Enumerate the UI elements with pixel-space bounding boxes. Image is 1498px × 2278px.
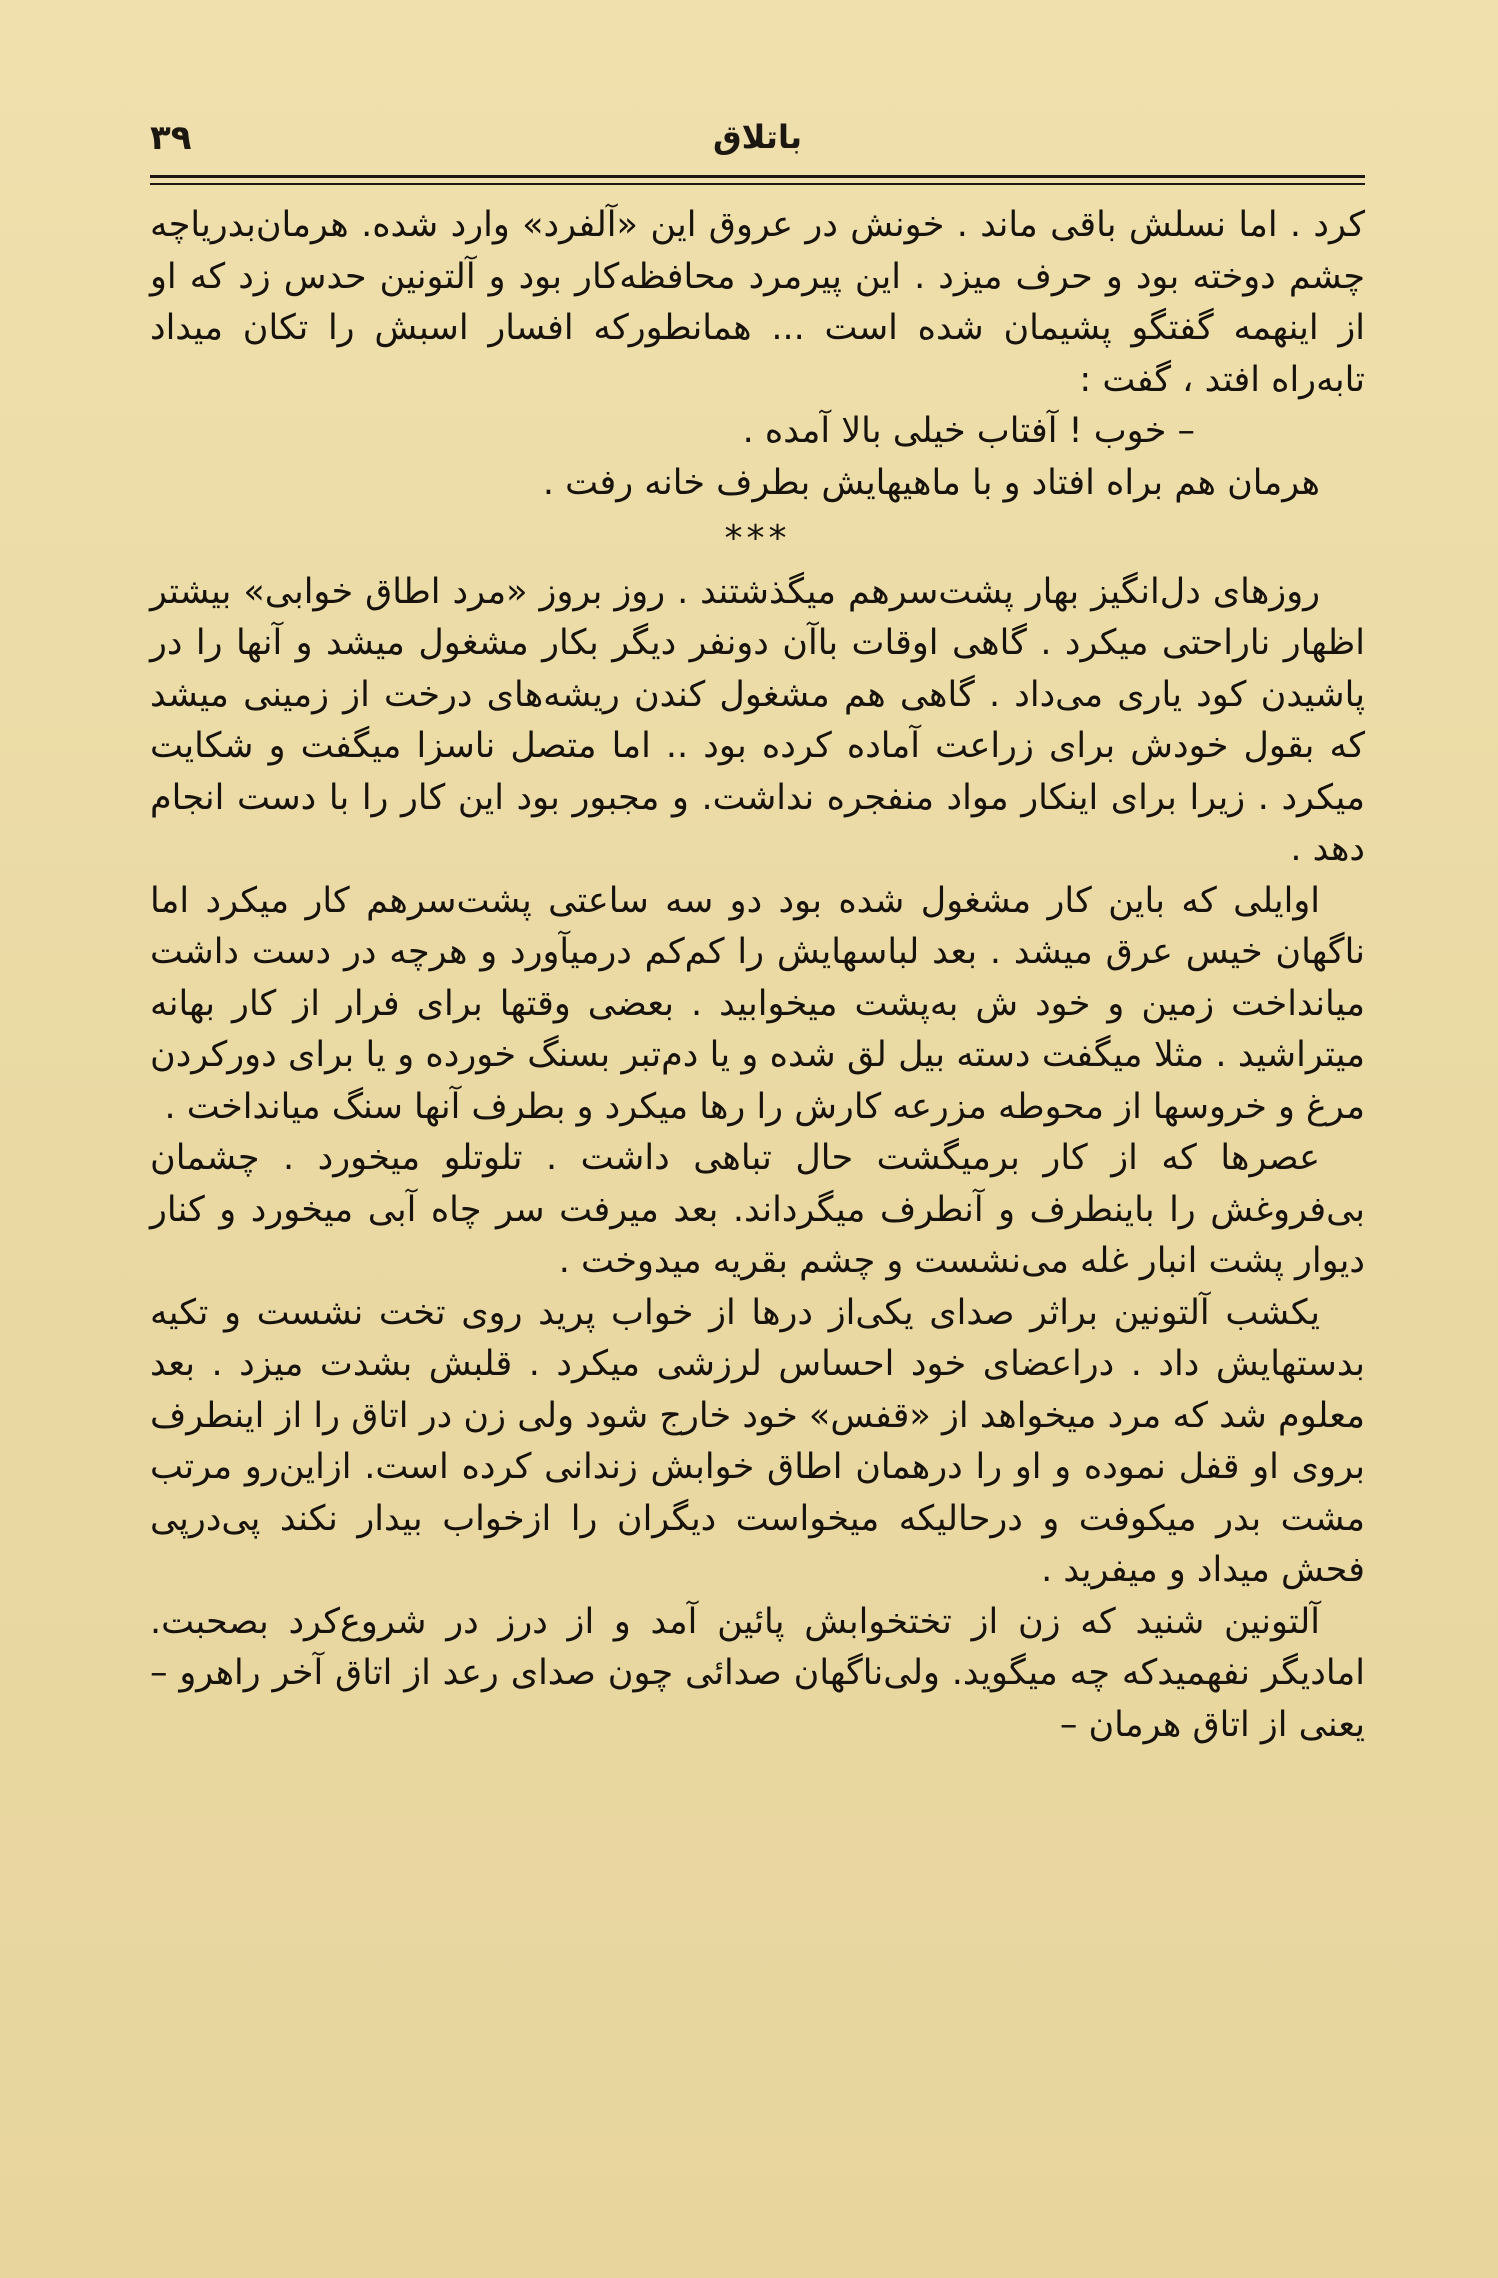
page-header — [150, 118, 1365, 178]
page-number: ۳۹ — [150, 118, 192, 158]
body-text — [150, 200, 1365, 1751]
paragraph-7: آلتونین شنید که زن از تختخوابش پائین آمد و از درز در شروع‌کرد بصحبت. امادیگر نفهمیدکه چه میگوید. ولی‌ناگهان صدائی چون صدای رعد از اتاق آخر راهرو – یعنی از اتاق هرمان – — [150, 1601, 1365, 1745]
paragraph-6: یکشب آلتونین براثر صدای یکی‌از درها از خواب پرید روی تخت نشست و تکیه بدستهایش داد . دراعضای خود احساس لرزشی میکرد . قلبش بشدت میزد . بعد معلوم شد که مرد میخواهد از «قفس» خود خارج شود ولی زن در اتاق را از اینطرف بروی او قفل نموده و او را درهمان اطاق خوابش زندانی کرده است. ازاین‌رو مرتب مشت بدر میکوفت و درحالیکه میخواست دیگران را ازخواب بیدار نکند پی‌درپی فحش میداد و میفرید . — [150, 1292, 1365, 1590]
paragraph-4: اوایلی که باین کار مشغول شده بود دو سه ساعتی پشت‌سرهم کار میکرد اما ناگهان خیس عرق میشد . بعد لباسهایش را کم‌کم درمیآورد و هرچه در دست داشت میانداخت زمین و خود ش به‌پشت میخوابید . بعضی وقتها برای فرار از کار بهانه میتراشید . مثلا میگفت دسته بیل لق شده و یا دم‌تبر بسنگ خورده و یا برای دورکردن مرغ و خروسها از محوطه مزرعه کارش را رها میکرد و بطرف آنها سنگ میانداخت . — [150, 880, 1365, 1127]
dialogue-line: – خوب ! آفتاب خیلی بالا آمده . — [742, 411, 1195, 451]
header-rule-thick — [150, 175, 1365, 178]
section-separator: *** — [724, 518, 791, 559]
paragraph-2: هرمان هم براه افتاد و با ماهیهایش بطرف خانه رفت . — [542, 462, 1320, 503]
paragraph-3: روزهای دل‌انگیز بهار پشت‌سرهم میگذشتند . روز بروز «مرد اطاق خوابی» بیشتر اظهار ناراحتی میکرد . گاهی اوقات باآن دونفر دیگر بکار مشغول میشد و آنها را در پاشیدن کود یاری می‌داد . گاهی هم مشغول کندن ریشه‌های درخت از زمینی میشد که بقول خودش برای زراعت آماده کرده بود .. اما متصل ناسزا میگفت و شکایت میکرد . زیرا برای اینکار مواد منفجره نداشت. و مجبور بود این کار را با دست انجام دهد . — [150, 571, 1365, 869]
header-rule-thin — [150, 183, 1365, 185]
paragraph-1: کرد . اما نسلش باقی ماند . خونش در عروق این «آلفرد» وارد شده. هرمان‌بدریاچه چشم دوخته بود و حرف میزد . این پیرمرد محافظه‌کار بود و آلتونین حدس زد که او از اینهمه گفتگو پشیمان شده است ... همانطورکه افسار اسبش را تکان میداد تابه‌راه افتد ، گفت : — [150, 205, 1365, 400]
paragraph-5: عصرها که از کار برمیگشت حال تباهی داشت . تلوتلو میخورد . چشمان بی‌فروغش را باینطرف و آنطرف میگرداند. بعد میرفت سر چاه آبی میخورد و کنار دیوار پشت انبار غله می‌نشست و چشم بقریه میدوخت . — [150, 1138, 1365, 1281]
running-title: باتلاق — [713, 118, 802, 156]
